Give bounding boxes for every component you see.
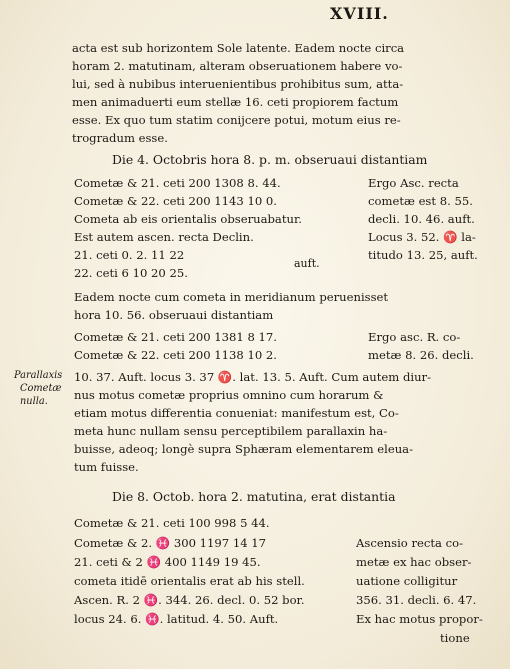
table-cell-right: Ascensio recta co-: [356, 536, 464, 550]
table-cell-right: tione: [440, 631, 470, 645]
text-line: buisse, adeoq; longè supra Sphæram elementarem eleua-: [74, 442, 414, 456]
table-cell-right: metæ ex hac obser-: [356, 555, 472, 569]
text-line: nus motus cometæ proprius omnino cum horarum &: [74, 388, 384, 402]
text-line: lui, sed à nubibus interuenientibus prohibitus sum, atta-: [72, 77, 404, 91]
table-cell-right: Ergo Asc. recta: [368, 176, 459, 190]
text-line: tum fuisse.: [74, 460, 139, 474]
table-cell-left: 22. ceti 6 10 20 25.: [74, 266, 188, 280]
table-cell-right: Ex hac motus propor-: [356, 612, 483, 626]
table-cell-left: locus 24. 6. ♓. latitud. 4. 50. Auft.: [74, 612, 279, 626]
margin-note-line: Cometæ: [20, 383, 62, 394]
text-line: meta hunc nullam sensu perceptibilem parallaxin ha-: [74, 424, 388, 438]
observation-heading: Die 8. Octob. hora 2. matutina, erat distantia: [112, 489, 396, 504]
table-cell-right: Locus 3. 52. ♈ la-: [368, 230, 476, 244]
margin-note-line: nulla.: [20, 396, 48, 407]
table-cell-left: Est autem ascen. recta Declin.: [74, 230, 254, 244]
text-line: men animaduerti eum stellæ 16. ceti propiorem factum: [72, 95, 399, 109]
table-cell-right: cometæ est 8. 55.: [368, 194, 473, 208]
text-line: etiam motus differentia conueniat: manifestum est, Co-: [74, 406, 399, 420]
table-cell-left: 21. ceti & 2 ♓ 400 1149 19 45.: [74, 555, 261, 569]
text-line: 10. 37. Auft. locus 3. 37 ♈. lat. 13. 5. Auft. Cum autem diur-: [74, 370, 432, 384]
table-cell-left: Cometæ & 22. ceti 200 1143 10 0.: [74, 194, 277, 208]
text-line: horam 2. matutinam, alteram obseruationem habere vo-: [72, 59, 403, 73]
table-cell-left: 21. ceti 0. 2. 11 22: [74, 248, 185, 262]
text-line: Eadem nocte cum cometa in meridianum peruenisset: [74, 290, 389, 304]
table-cell-right: 356. 31. decli. 6. 47.: [356, 593, 477, 607]
table-cell-left: Cometæ & 21. ceti 100 998 5 44.: [74, 516, 270, 530]
text-line: trogradum esse.: [72, 131, 168, 145]
table-cell-left: cometa itidē orientalis erat ab his stell.: [74, 574, 305, 588]
margin-note-line: Parallaxis: [14, 370, 63, 381]
table-cell-left: Cometæ & 21. ceti 200 1308 8. 44.: [74, 176, 281, 190]
text-line: hora 10. 56. obseruaui distantiam: [74, 308, 274, 322]
table-cell-right: titudo 13. 25, auft.: [368, 248, 478, 262]
table-cell-left: Cometa ab eis orientalis obseruabatur.: [74, 212, 302, 226]
observation-heading: Die 4. Octobris hora 8. p. m. obseruaui distantiam: [112, 152, 428, 167]
text-line: esse. Ex quo tum statim conijcere potui, motum eius re-: [72, 113, 401, 127]
table-cell-right: metæ 8. 26. decli.: [368, 348, 474, 362]
page-header: XVIII.: [330, 4, 389, 23]
table-cell-right: decli. 10. 46. auft.: [368, 212, 475, 226]
table-cell-left: Ascen. R. 2 ♓. 344. 26. decl. 0. 52 bor.: [74, 593, 305, 607]
table-cell-right: uatione colligitur: [356, 574, 458, 588]
table-cell-left: Cometæ & 2. ♓ 300 1197 14 17: [74, 536, 267, 550]
brace-label: auft.: [294, 257, 320, 270]
table-cell-left: Cometæ & 22. ceti 200 1138 10 2.: [74, 348, 277, 362]
table-cell-right: Ergo asc. R. co-: [368, 330, 461, 344]
text-line: acta est sub horizontem Sole latente. Eadem nocte circa: [72, 41, 405, 55]
table-cell-left: Cometæ & 21. ceti 200 1381 8 17.: [74, 330, 277, 344]
